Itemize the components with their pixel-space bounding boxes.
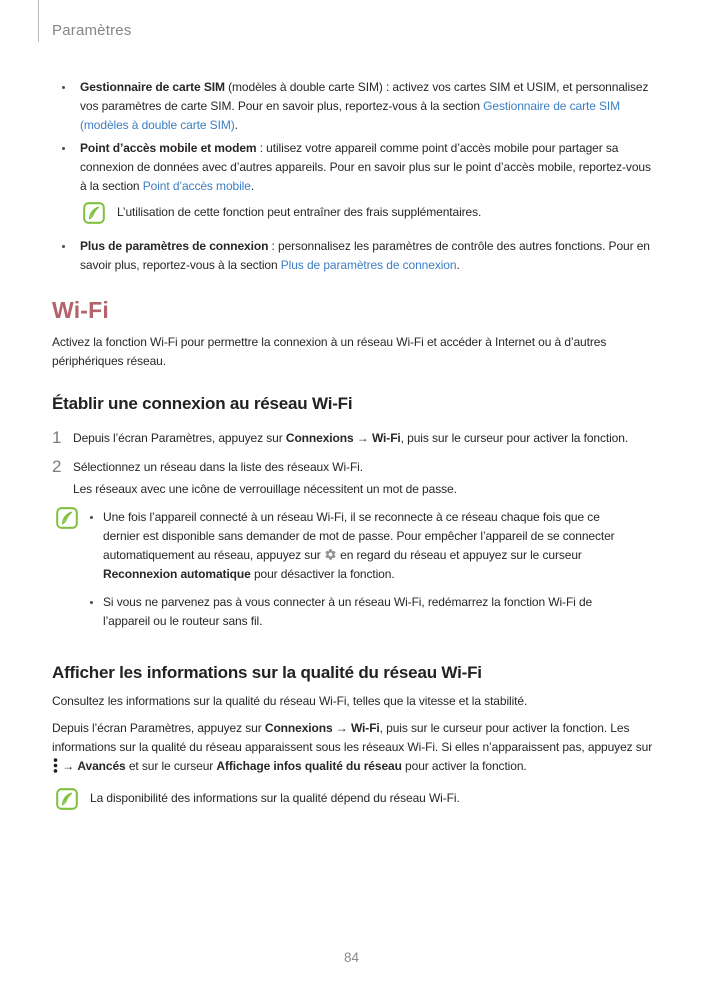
header-divider	[38, 0, 39, 42]
step-2	[52, 458, 656, 477]
note-list-item	[90, 593, 635, 631]
text-run: La disponibilité des informations sur la qualité dépend du réseau Wi-Fi.	[90, 791, 460, 805]
bold-text-run: Wi-Fi	[371, 431, 401, 445]
list-item-more-connection-settings	[52, 237, 656, 275]
note-text	[90, 507, 635, 640]
list-item-mobile-hotspot	[52, 139, 656, 196]
bold-text-run: Gestionnaire de carte SIM	[80, 80, 225, 94]
bullet-dot	[62, 147, 65, 150]
step-text	[73, 460, 363, 474]
page-number: 84	[343, 950, 360, 965]
text-run: →	[332, 721, 351, 735]
text-run: Une fois l’appareil connecté à un réseau Wi-Fi, il se reconnecte à ce réseau chaque fois que ce dernier est disponible sans demander de mot de passe. Pour empêcher l’appareil de se connecter automatiquement au réseau, appuyez sur	[103, 510, 615, 562]
bold-text-run: Wi-Fi	[350, 721, 380, 735]
wifi-connect-steps	[52, 429, 656, 499]
chapter-header: Paramètres	[52, 22, 132, 39]
text-run: en regard du réseau et appuyez sur le curseur	[336, 548, 582, 562]
list-item-text	[80, 80, 648, 132]
more-options-icon	[52, 757, 59, 776]
bullet-dot	[62, 245, 65, 248]
step-1	[52, 429, 656, 448]
cross-reference-link[interactable]: Gestionnaire de carte SIM (modèles à double carte SIM)	[80, 99, 621, 132]
text-run: : personnalisez les paramètres de contrôle des autres fonctions. Pour en savoir plus, reportez-vous à la section	[80, 239, 650, 272]
connections-settings-list	[52, 78, 656, 196]
text-run: Depuis l’écran Paramètres, appuyez sur	[52, 721, 265, 735]
bold-text-run: Plus de paramètres de connexion	[80, 239, 269, 253]
cross-reference-link[interactable]: Plus de paramètres de connexion	[280, 258, 457, 272]
note-icon	[83, 202, 105, 224]
quality-paragraph-2	[52, 719, 656, 776]
step-text	[73, 431, 628, 445]
quality-paragraph-1: Consultez les informations sur la qualité du réseau Wi-Fi, telles que la vitesse et la stabilité.	[52, 694, 528, 708]
gear-icon	[324, 546, 337, 565]
text-run: Sélectionnez un réseau dans la liste des réseaux Wi-Fi.	[73, 460, 363, 474]
wifi-intro-paragraph: Activez la fonction Wi-Fi pour permettre la connexion à un réseau Wi-Fi et accéder à Internet ou à d’autres périphériques réseau.	[52, 335, 607, 368]
bold-text-run: Affichage infos qualité du réseau	[216, 759, 402, 773]
note-text	[117, 202, 481, 222]
step-2-detail: Les réseaux avec une icône de verrouillage nécessitent un mot de passe.	[73, 482, 457, 496]
text-run: et sur le curseur	[125, 759, 217, 773]
bold-text-run: Connexions	[264, 721, 333, 735]
text-run: pour désactiver la fonction.	[250, 567, 395, 581]
step-number: 1	[52, 428, 62, 447]
note-icon	[56, 507, 78, 529]
bold-text-run: Point d’accès mobile et modem	[80, 141, 257, 155]
bullet-dot	[90, 601, 93, 604]
bold-text-run: Connexions	[285, 431, 354, 445]
text-run: , puis sur le curseur pour activer la fonction.	[400, 431, 629, 445]
text-run: (modèles à double carte SIM) : activez vos cartes SIM et USIM, et personnalisez vos paramètres de carte SIM. Pour en savoir plus, reportez-vous à la section	[80, 80, 649, 113]
text-run: .	[456, 258, 460, 272]
text-run: →	[353, 431, 372, 445]
note-bullet-list	[90, 508, 635, 631]
bullet-dot	[62, 86, 65, 89]
section-title-wifi: Wi-Fi	[52, 297, 109, 323]
text-run: →	[59, 759, 78, 773]
note-item-text	[103, 510, 615, 581]
text-run: .	[234, 118, 238, 132]
text-run: .	[250, 179, 255, 193]
note-item-text	[103, 595, 592, 628]
subsection-title-connect: Établir une connexion au réseau Wi-Fi	[52, 394, 353, 413]
note-box	[56, 507, 656, 640]
page-content	[52, 78, 656, 810]
list-item-text	[80, 141, 651, 193]
note-box	[56, 788, 656, 810]
subsection-title-quality: Afficher les informations sur la qualité du réseau Wi-Fi	[52, 663, 482, 682]
text-run: Si vous ne parvenez pas à vous connecter à un réseau Wi-Fi, redémarrez la fonction Wi-Fi de l’appareil ou le routeur sans fil.	[103, 595, 593, 628]
bold-text-run: Avancés	[77, 759, 126, 773]
text-run: L’utilisation de cette fonction peut entraîner des frais supplémentaires.	[117, 205, 482, 219]
text-run: pour activer la fonction.	[401, 759, 527, 773]
step-number: 2	[52, 457, 62, 476]
cross-reference-link[interactable]: Point d’accès mobile	[142, 179, 251, 193]
text-run: Depuis l’écran Paramètres, appuyez sur	[73, 431, 286, 445]
note-list-item	[90, 508, 635, 584]
list-item-sim-manager	[52, 78, 656, 135]
list-item-text	[80, 239, 650, 272]
bold-text-run: Reconnexion automatique	[103, 567, 251, 581]
text-run: : utilisez votre appareil comme point d’accès mobile pour partager sa connexion de données avec d’autres appareils. Pour en savoir plus sur le point d’accès mobile, reportez-vous à la section	[80, 141, 651, 193]
bullet-dot	[90, 516, 93, 519]
note-text	[90, 788, 460, 808]
note-icon	[56, 788, 78, 810]
connections-settings-list-continued	[52, 237, 656, 275]
note-box	[83, 202, 656, 224]
text-run: , puis sur le curseur pour activer la fonction. Les informations sur la qualité du réseau apparaissent sous les réseaux Wi-Fi. Si elles n’apparaissent pas, appuyez sur	[52, 721, 653, 754]
